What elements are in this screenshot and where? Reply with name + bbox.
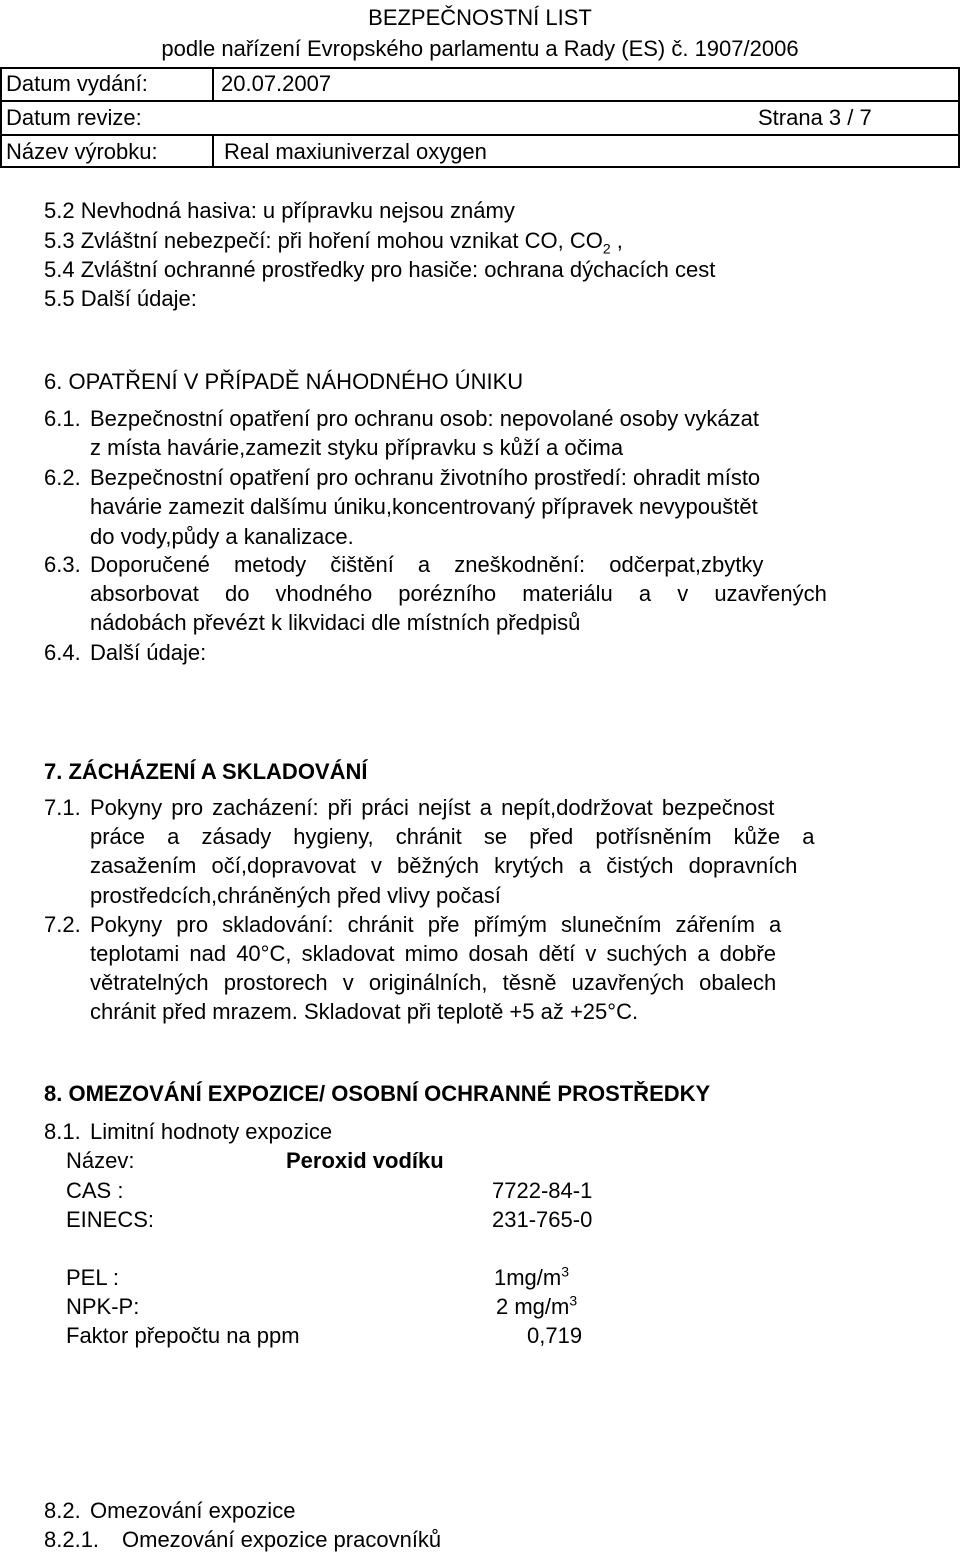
section-8-2-1-text: Omezování expozice pracovníků: [122, 1527, 442, 1552]
header-border: [212, 67, 214, 101]
section-5-2: 5.2 Nevhodná hasiva: u přípravku nejsou známy: [44, 198, 515, 223]
section-6-4-number: 6.4.: [44, 640, 81, 665]
section-7-2-number: 7.2.: [44, 912, 81, 937]
issue-date-value: 20.07.2007: [221, 71, 332, 96]
cas-value: 7722-84-1: [492, 1178, 593, 1203]
einecs-value: 231-765-0: [492, 1207, 593, 1232]
section-8-2-1-number: 8.2.1.: [44, 1527, 100, 1552]
document-title: BEZPEČNOSTNÍ LIST: [368, 5, 592, 30]
section-8-1-number: 8.1.: [44, 1119, 81, 1144]
section-6-3-line: absorbovat do vhodného porézního materiálu a v uzavřených: [90, 581, 827, 606]
substance-name-value: Peroxid vodíku: [286, 1148, 444, 1173]
conversion-factor-label: Faktor přepočtu na ppm: [66, 1323, 300, 1348]
document-header: [0, 0, 960, 170]
section-8-2-text: Omezování expozice: [90, 1498, 296, 1523]
section-6-1-number: 6.1.: [44, 406, 81, 431]
header-border: [212, 134, 214, 168]
revision-date-label: Datum revize:: [6, 105, 142, 130]
section-6-heading: 6. OPATŘENÍ V PŘÍPADĚ NÁHODNÉHO ÚNIKU: [44, 369, 524, 394]
section-6-4-text: Další údaje:: [90, 640, 207, 665]
section-7-2-line: teplotami nad 40°C, skladovat mimo dosah dětí v suchých a dobře: [90, 941, 776, 966]
header-divider: [0, 67, 960, 69]
section-8-1-text: Limitní hodnoty expozice: [90, 1119, 333, 1144]
npk-value: 2 $mg/m^3$: [496, 1292, 578, 1319]
section-7-1-line: Pokyny pro zacházení: při práci nejíst a nepít,dodržovat bezpečnost: [90, 795, 775, 820]
substance-name-label: Název:: [66, 1148, 135, 1173]
section-6-1-line: z místa havárie,zamezit styku přípravku s kůží a očima: [90, 435, 624, 460]
section-6-2-number: 6.2.: [44, 465, 81, 490]
pel-label: PEL :: [66, 1265, 119, 1290]
header-border: [0, 67, 2, 168]
section-8-heading: 8. OMEZOVÁNÍ EXPOZICE/ OSOBNÍ OCHRANNÉ PROSTŘEDKY: [44, 1081, 711, 1106]
section-7-1-number: 7.1.: [44, 795, 81, 820]
section-6-3-line: Doporučené metody čištění a zneškodnění: odčerpat,zbytky: [90, 552, 764, 577]
section-6-2-line: do vody,půdy a kanalizace.: [90, 524, 354, 549]
section-7-2-line: Pokyny pro skladování: chránit pře přímým slunečním zářením a: [90, 912, 782, 937]
npk-label: NPK-P:: [66, 1294, 140, 1319]
section-7-2-line: chránit před mrazem. Skladovat při teplotě +5 až +25°C.: [90, 999, 639, 1024]
section-6-2-line: Bezpečnostní opatření pro ochranu životního prostředí: ohradit místo: [90, 465, 761, 490]
section-8-2-number: 8.2.: [44, 1498, 81, 1523]
section-6-2-line: havárie zamezit dalšímu úniku,koncentrovaný přípravek nevypouštět: [90, 494, 758, 519]
section-5-5: 5.5 Další údaje:: [44, 286, 197, 311]
cas-label: CAS :: [66, 1178, 124, 1203]
einecs-label: EINECS:: [66, 1207, 155, 1232]
product-name-value: Real maxiuniverzal oxygen: [224, 139, 487, 164]
section-7-1-line: zasažením očí,dopravovat v běžných krytých a čistých dopravních: [90, 853, 798, 878]
issue-date-label: Datum vydání:: [6, 71, 148, 96]
product-name-label: Název výrobku:: [6, 139, 158, 164]
section-5-3: 5.3 Zvláštní nebezpečí: při hoření mohou vznikat CO, $CO_2$ ,: [44, 228, 623, 257]
conversion-factor-value: 0,719: [527, 1323, 583, 1348]
section-5-4: 5.4 Zvláštní ochranné prostředky pro hasiče: ochrana dýchacích cest: [44, 257, 716, 282]
page-number: Strana 3 / 7: [758, 105, 872, 130]
header-divider: [0, 134, 960, 136]
section-7-1-line: prostředcích,chráněných před vlivy počasí: [90, 883, 501, 908]
section-7-heading: 7. ZÁCHÁZENÍ A SKLADOVÁNÍ: [44, 759, 368, 784]
section-6-1-line: Bezpečnostní opatření pro ochranu osob: nepovolané osoby vykázat: [90, 406, 760, 431]
section-7-2-line: větratelných prostorech v originálních, těsně uzavřených obalech: [90, 970, 777, 995]
section-6-3-number: 6.3.: [44, 552, 81, 577]
pel-value: $1mg/m^3$: [494, 1263, 570, 1290]
section-7-1-line: práce a zásady hygieny, chránit se před potřísněním kůže a: [90, 824, 815, 849]
section-6-3-line: nádobách převézt k likvidaci dle místních předpisů: [90, 610, 581, 635]
header-divider: [0, 166, 960, 168]
regulation-subtitle: podle nařízení Evropského parlamentu a Rady (ES) č. 1907/2006: [161, 36, 799, 61]
header-divider: [0, 100, 960, 102]
